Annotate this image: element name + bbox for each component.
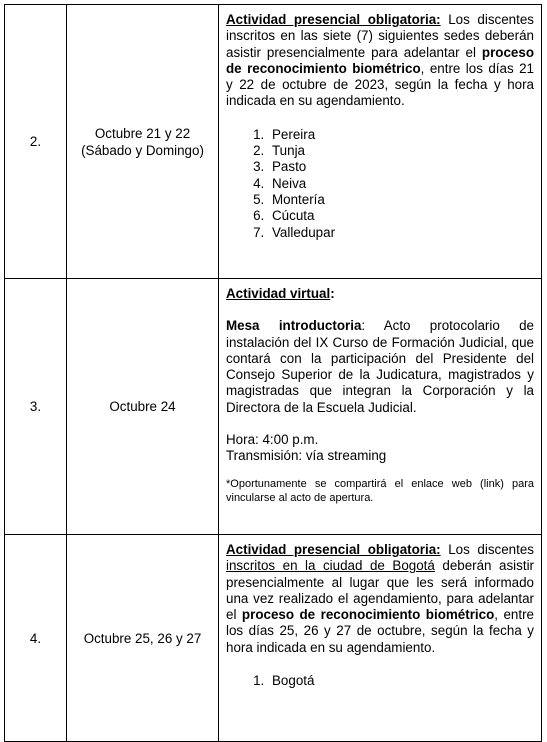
description-bold: proceso de reconocimiento biométrico bbox=[226, 44, 534, 76]
description-text: Los discentes bbox=[440, 542, 534, 557]
list-item: 7. Valledupar bbox=[268, 225, 534, 241]
sub-title: Mesa introductoria bbox=[226, 318, 362, 334]
row-description bbox=[219, 535, 542, 742]
date-line: Octubre 24 bbox=[109, 399, 176, 414]
description-text: deberán asistir presencialmente al lugar que les será informado una vez realizado el agendamiento, para adelantar el bbox=[226, 558, 534, 623]
description-paragraph bbox=[226, 318, 534, 416]
table-row bbox=[5, 279, 542, 535]
city-list bbox=[226, 127, 534, 241]
row-number: 2. bbox=[5, 5, 67, 279]
table-row bbox=[5, 5, 542, 279]
list-item: 6. Cúcuta bbox=[268, 208, 534, 224]
row-date bbox=[67, 535, 219, 742]
schedule-table bbox=[4, 4, 542, 742]
footnote: *Oportunamente se compartirá el enlace web (link) para vincularse al acto de apertura. bbox=[226, 477, 534, 504]
event-broadcast: Transmisión: vía streaming bbox=[226, 448, 387, 464]
description-text: , entre los días 25, 26 y 27 de octubre, según la fecha y hora indicada en su agendamiento. bbox=[226, 607, 534, 655]
activity-heading bbox=[226, 286, 534, 302]
description-text: , entre los días 21 y 22 de octubre de 2023, según la fecha y hora indicada en su agendamiento. bbox=[226, 60, 534, 109]
table-row bbox=[5, 535, 542, 742]
list-item: 4. Neiva bbox=[268, 176, 534, 192]
row-number: 3. bbox=[5, 279, 67, 535]
list-item: 3. Pasto bbox=[268, 159, 534, 175]
list-item: 2. Tunja bbox=[268, 143, 534, 159]
description-paragraph bbox=[226, 542, 534, 656]
city-list bbox=[226, 673, 534, 689]
date-line: Octubre 25, 26 y 27 bbox=[83, 630, 202, 646]
description-paragraph bbox=[226, 12, 534, 110]
row-date bbox=[67, 5, 219, 279]
activity-title: Actividad presencial obligatoria: bbox=[226, 12, 441, 27]
list-item: 1. Bogotá bbox=[268, 673, 534, 689]
date-line: Octubre 21 y 22 bbox=[94, 125, 191, 141]
description-text: : Acto protocolario de instalación del IX Curso de Formación Judicial, que contará con la participación del Presidente del Consejo Superior de la Judicatura, magistrados y magistradas que integran la Corporación y la Directora de la Escuela Judicial. bbox=[226, 318, 534, 415]
list-item: 5. Montería bbox=[268, 192, 534, 208]
activity-title: Actividad presencial obligatoria: bbox=[226, 542, 441, 557]
activity-title: Actividad virtual bbox=[226, 286, 331, 301]
date-line: (Sábado y Domingo) bbox=[81, 142, 204, 158]
description-bold: proceso de reconocimiento biométrico bbox=[241, 607, 495, 623]
row-description bbox=[219, 279, 542, 535]
event-time: Hora: 4:00 p.m. bbox=[226, 432, 319, 448]
description-underlined: inscritos en la ciudad de Bogotá bbox=[226, 558, 435, 574]
row-number: 4. bbox=[5, 535, 67, 742]
description-text: Los discentes inscritos en las siete (7) siguientes sedes deberán asistir presencialmente para adelantar el bbox=[226, 12, 534, 60]
list-item: 1. Pereira bbox=[268, 127, 534, 143]
title-suffix: : bbox=[330, 286, 335, 301]
row-date bbox=[67, 279, 219, 535]
row-description bbox=[219, 5, 542, 279]
